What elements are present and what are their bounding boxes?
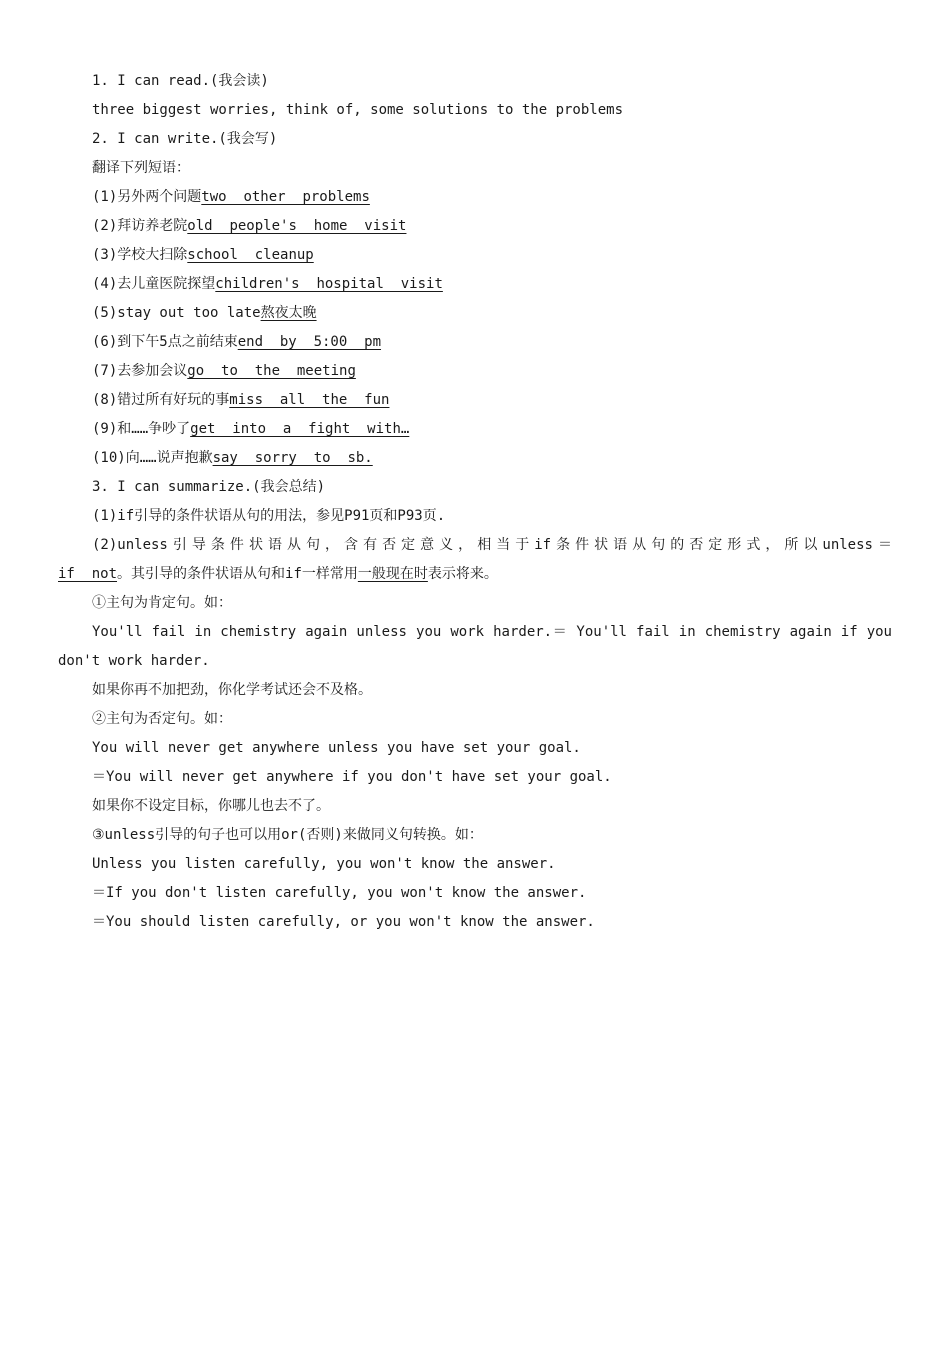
- sub3-example3: ＝You should listen carefully, or you won't know the answer.: [92, 914, 595, 930]
- section2-instruction: 翻译下列短语：: [92, 160, 190, 176]
- point2-answer-2: 一般现在时: [357, 566, 428, 582]
- list-item: [92, 274, 443, 294]
- sub2-example1: You will never get anywhere unless you have set your goal.: [92, 740, 581, 756]
- sub1-example-line2: don't work harder.: [58, 653, 210, 669]
- list-item: [92, 361, 356, 381]
- item-prompt: (8)错过所有好玩的事: [92, 392, 230, 408]
- item-answer: get into a fight with…: [190, 421, 410, 437]
- item-prompt: (10)向……说声抱歉: [92, 450, 213, 466]
- item-answer: children's hospital visit: [215, 276, 443, 292]
- list-item: [92, 216, 406, 236]
- sub3-heading: ③unless引导的句子也可以用or(否则)来做同义句转换。如：: [92, 827, 483, 843]
- item-prompt: (5)stay out too late: [92, 305, 261, 321]
- item-prompt: (1)另外两个问题: [92, 189, 202, 205]
- sub3-example2: ＝If you don't listen carefully, you won't know the answer.: [92, 885, 587, 901]
- item-prompt: (7)去参加会议: [92, 363, 188, 379]
- item-answer: end by 5:00 pm: [237, 334, 382, 350]
- item-answer: school cleanup: [187, 247, 314, 263]
- sub2-example2: ＝You will never get anywhere if you don't have set your goal.: [92, 769, 612, 785]
- section3-point2-line1: (2)unless引导条件状语从句，含有否定意义，相当于if条件状语从句的否定形式，所以unless＝: [92, 537, 892, 553]
- item-answer: two other problems: [201, 189, 370, 205]
- sub1-heading: ①主句为肯定句。如：: [92, 595, 232, 611]
- sub2-translation: 如果你不设定目标，你哪儿也去不了。: [92, 798, 330, 814]
- item-answer: miss all the fun: [229, 392, 390, 408]
- list-item: [92, 332, 381, 352]
- item-prompt: (3)学校大扫除: [92, 247, 188, 263]
- section2-heading: 2. I can write.(我会写): [92, 131, 278, 147]
- list-item: [92, 390, 389, 410]
- point2-end-text: 表示将来。: [427, 566, 498, 582]
- item-answer: say sorry to sb.: [212, 450, 373, 466]
- sub3-example1: Unless you listen carefully, you won't know the answer.: [92, 856, 556, 872]
- item-prompt: (9)和……争吵了: [92, 421, 191, 437]
- item-answer: go to the meeting: [187, 363, 356, 379]
- item-answer: 熬夜太晚: [260, 305, 317, 321]
- section1-heading: 1. I can read.(我会读): [92, 73, 269, 89]
- item-prompt: (6)到下午5点之前结束: [92, 334, 238, 350]
- section3-heading: 3. I can summarize.(我会总结): [92, 479, 326, 495]
- list-item: [92, 303, 317, 323]
- sub1-example-line1: You'll fail in chemistry again unless you work harder.＝ You'll fail in chemistry again if you: [92, 624, 892, 640]
- list-item: [92, 419, 409, 439]
- item-prompt: (4)去儿童医院探望: [92, 276, 216, 292]
- list-item: [92, 187, 370, 207]
- list-item: [92, 245, 314, 265]
- point2-answer-1: if not: [58, 566, 118, 582]
- section1-content: three biggest worries, think of, some solutions to the problems: [92, 102, 624, 118]
- sub1-translation: 如果你再不加把劲，你化学考试还会不及格。: [92, 682, 372, 698]
- item-prompt: (2)拜访养老院: [92, 218, 188, 234]
- section3-point2-line2: [58, 564, 498, 584]
- point2-mid-text: 。其引导的条件状语从句和if一样常用: [117, 566, 358, 582]
- sub2-heading: ②主句为否定句。如：: [92, 711, 232, 727]
- section3-point1: (1)if引导的条件状语从句的用法，参见P91页和P93页.: [92, 508, 446, 524]
- list-item: [92, 448, 373, 468]
- item-answer: old people's home visit: [187, 218, 407, 234]
